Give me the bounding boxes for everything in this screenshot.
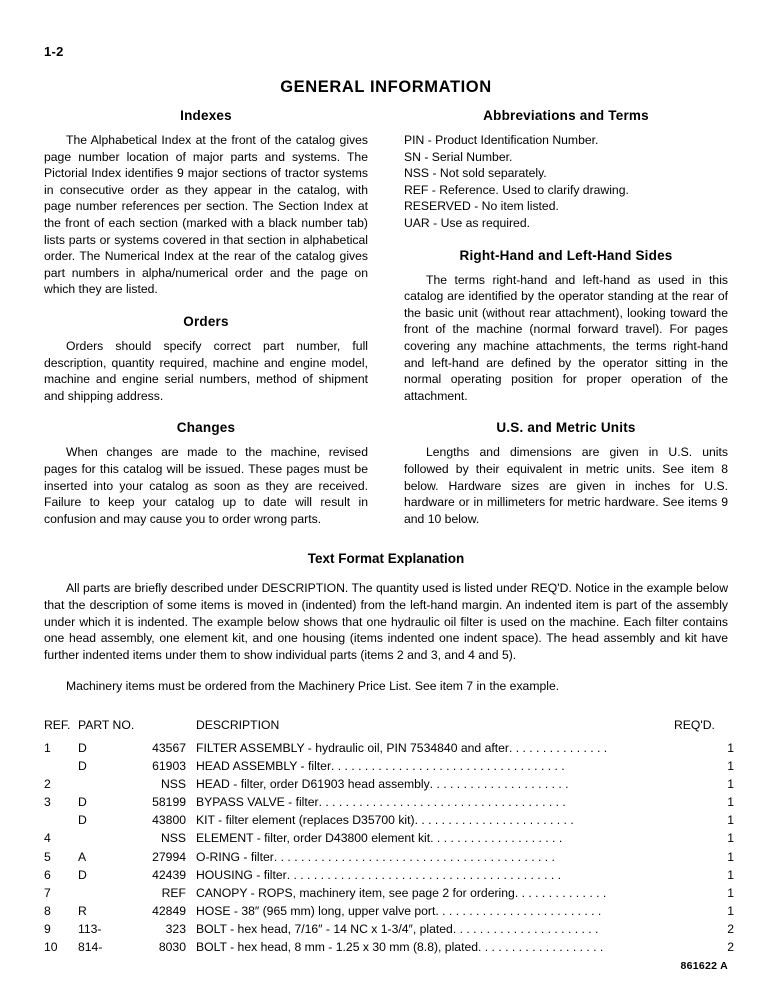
table-row [44,759,734,777]
leader-dots: . . . . . . . . . . . . . . [514,885,607,900]
section-text-indexes: The Alphabetical Index at the front of the catalog gives page number location of major parts and systems. The Pictorial Index identifies 9 major sections of tractor systems in consecutive order as they appear in the catalog, with page number references per section. The Section Index at the front of each section (marked with a black number tab) lists parts or systems covered in that section in alphabetical order. The Numerical Index at the rear of the catalog gives part numbers in alpha/numerical order and the page on which they are listed. [44,133,368,297]
section-heading-indexes: Indexes [180,108,232,123]
description-text: KIT - filter element (replaces D35700 kit) [196,813,415,828]
cell-description [196,850,674,868]
cell-part-no: 43567 [152,741,186,755]
section-text-orders: Orders should specify correct part number, full description, quantity required, machine and engine model, machine and engine serial numbers, method of shipment and shipping address. [44,338,368,403]
cell-reqd: 1 [727,759,734,774]
cell-reqd: 1 [727,867,734,882]
description-text: FILTER ASSEMBLY - hydraulic oil, PIN 7534840 and after [196,741,509,755]
cell-ref: 8 [44,903,51,918]
cell-part-no: 61903 [152,759,186,774]
cell-description [196,795,674,813]
table-row [44,868,734,886]
cell-part-no: 8030 [158,940,186,955]
text-format-paragraph: Machinery items must be ordered from the Machinery Price List. See item 7 in the example. [66,678,560,693]
section-text-hand-sides: The terms right-hand and left-hand as used in this catalog are identified by the operator standing at the rear of the basic unit (without rear attachment), looking toward the front of the machine (normal forward travel). For pages covering any machine attachments, the terms right-hand and left-hand are defined by the operator sitting in the normal operating position for proper operation of the attachment. [404,272,728,403]
cell-reqd: 1 [727,813,734,828]
cell-part-prefix [78,777,120,795]
cell-part-no: 42439 [152,867,186,882]
cell-part-no: NSS [160,831,186,846]
abbreviation-item: RESERVED - No item listed. [404,199,559,214]
cell-reqd: 1 [727,831,734,846]
description-text: HOUSING - filter [196,867,287,882]
cell-ref: 7 [44,885,51,900]
cell-reqd: 2 [727,921,734,936]
cell-part-no: REF [161,885,186,900]
parts-table [44,718,734,958]
right-column [404,108,728,541]
abbreviation-item: PIN - Product Identification Number. [404,133,599,147]
abbreviations-list [404,132,728,232]
column-header-ref: REF. [44,718,71,732]
two-column-body [44,108,728,541]
cell-description [196,904,674,922]
cell-description [196,777,674,795]
section-heading-hand-sides: Right-Hand and Left-Hand Sides [459,247,673,263]
section-heading-abbreviations: Abbreviations and Terms [483,108,649,123]
table-row [44,777,734,795]
table-row [44,831,734,849]
cell-part-no: 43800 [152,813,186,828]
leader-dots: . . . . . . . . . . . . . . . . . . . . . [429,777,569,792]
cell-part-no: 58199 [152,795,186,810]
column-header-part-no: PART NO. [78,718,135,732]
leader-dots: . . . . . . . . . . . . . . . . . . . . . . . . . . . . . . . . . . . . . . . . . [286,867,562,882]
table-header-row [44,718,734,741]
description-text: HOSE - 38″ (965 mm) long, upper valve port [196,903,436,918]
cell-reqd: 2 [727,940,734,955]
section-heading-text-format: Text Format Explanation [307,551,465,566]
column-header-reqd: REQ'D. [674,718,715,732]
section-heading-changes: Changes [176,420,236,436]
table-row [44,795,734,813]
cell-ref [44,759,78,777]
parts-table-container [44,718,734,958]
description-text: HEAD - filter, order D61903 head assembly [196,777,430,792]
description-text: HEAD ASSEMBLY - filter [196,759,332,774]
abbreviation-item: UAR - Use as required. [404,215,530,230]
table-row [44,741,734,759]
column-header-description: DESCRIPTION [196,718,280,732]
cell-description [196,813,674,831]
description-text: BYPASS VALVE - filter [196,795,319,810]
cell-part-prefix: D [78,759,87,774]
page-number: 1-2 [44,44,64,59]
cell-part-prefix [78,886,120,904]
abbreviation-item: NSS - Not sold separately. [404,166,547,181]
cell-reqd: 1 [727,777,734,792]
leader-dots: . . . . . . . . . . . . . . . . . . . [478,940,604,955]
leader-dots: . . . . . . . . . . . . . . . . . . . . . . . . . [435,903,602,918]
cell-part-no: 323 [165,921,186,936]
table-row [44,886,734,904]
cell-description [196,831,674,849]
cell-part-prefix: 113- [78,921,102,936]
table-row [44,922,734,940]
section-heading-units: U.S. and Metric Units [496,420,636,436]
leader-dots: . . . . . . . . . . . . . . . . . . . . . . . . . . . . . . . . . . . . . [318,795,566,810]
cell-description [196,922,674,940]
section-text-format-body [44,580,728,709]
table-row [44,813,734,831]
cell-part-prefix [78,831,120,849]
cell-description [196,868,674,886]
description-text: O-RING - filter [196,849,274,864]
cell-ref: 3 [44,795,51,810]
cell-part-prefix: D [78,867,87,882]
abbreviation-item: SN - Serial Number. [404,149,513,164]
cell-ref: 6 [44,867,51,882]
cell-reqd: 1 [727,741,734,755]
cell-part-no: NSS [160,777,186,792]
abbreviation-item: REF - Reference. Used to clarify drawing. [404,182,629,197]
cell-reqd: 1 [727,903,734,918]
text-format-paragraph: All parts are briefly described under DESCRIPTION. The quantity used is listed under REQ'D. Notice in the example below that the description of some items is moved in (indented) from the left-hand margin. An indented item is part of the assembly under which it is indented. The example below shows that one hydraulic oil filter is used on the machine. Each filter contains one head assembly, one element kit, and one housing (items indented one indent space). The head assembly and kit have further indented items under them to show individual parts (items 2 and 3, and 4 and 5). [44,581,728,663]
leader-dots: . . . . . . . . . . . . . . . [508,741,608,755]
leader-dots: . . . . . . . . . . . . . . . . . . . . . . . . [414,813,574,828]
cell-part-prefix: D [78,795,87,810]
cell-ref [44,813,78,831]
leader-dots: . . . . . . . . . . . . . . . . . . . . . . . . . . . . . . . . . . . [331,759,565,774]
description-text: ELEMENT - filter, order D43800 element kit [196,831,431,846]
cell-part-prefix: R [78,903,87,918]
cell-ref: 9 [44,921,51,936]
cell-ref: 1 [44,741,51,755]
description-text: BOLT - hex head, 7/16″ - 14 NC x 1-3/4″, plated [196,921,453,936]
leader-dots: . . . . . . . . . . . . . . . . . . . . . . . . . . . . . . . . . . . . . . . . . . [273,849,555,864]
cell-part-no: 42849 [152,903,186,918]
left-column [44,108,368,541]
cell-part-prefix: A [78,849,87,864]
description-text: CANOPY - ROPS, machinery item, see page 2 for ordering [196,885,515,900]
section-heading-orders: Orders [183,313,229,329]
description-text: BOLT - hex head, 8 mm - 1.25 x 30 mm (8.8), plated [196,940,479,955]
cell-ref: 10 [44,940,58,955]
leader-dots: . . . . . . . . . . . . . . . . . . . . . . [452,921,599,936]
cell-description [196,759,674,777]
cell-part-prefix: D [78,741,87,755]
cell-part-prefix: D [78,813,87,828]
cell-ref: 5 [44,849,51,864]
cell-reqd: 1 [727,795,734,810]
cell-reqd: 1 [727,885,734,900]
cell-ref: 4 [44,831,51,846]
page-title: GENERAL INFORMATION [280,78,492,96]
cell-part-prefix: 814- [78,940,103,955]
table-row [44,940,734,958]
cell-reqd: 1 [727,849,734,864]
table-row [44,904,734,922]
cell-description [196,741,674,759]
leader-dots: . . . . . . . . . . . . . . . . . . . . [430,831,563,846]
parts-table-body [44,741,734,958]
cell-description [196,886,674,904]
cell-part-no: 27994 [152,849,186,864]
section-text-changes: When changes are made to the machine, revised pages for this catalog will be issued. These pages must be inserted into your catalog as soon as they are received. Failure to keep your catalog up to date will result in confusion and may cause you to order wrong parts. [44,445,368,526]
section-text-units: Lengths and dimensions are given in U.S. units followed by their equivalent in metric units. See item 8 below. Hardware sizes are given in inches for U.S. hardware or in millimeters for metric hardware. See items 9 and 10 below. [404,445,728,526]
cell-description [196,940,674,958]
cell-ref: 2 [44,777,51,792]
table-row [44,850,734,868]
footer-document-code: 861622 A [680,960,728,972]
